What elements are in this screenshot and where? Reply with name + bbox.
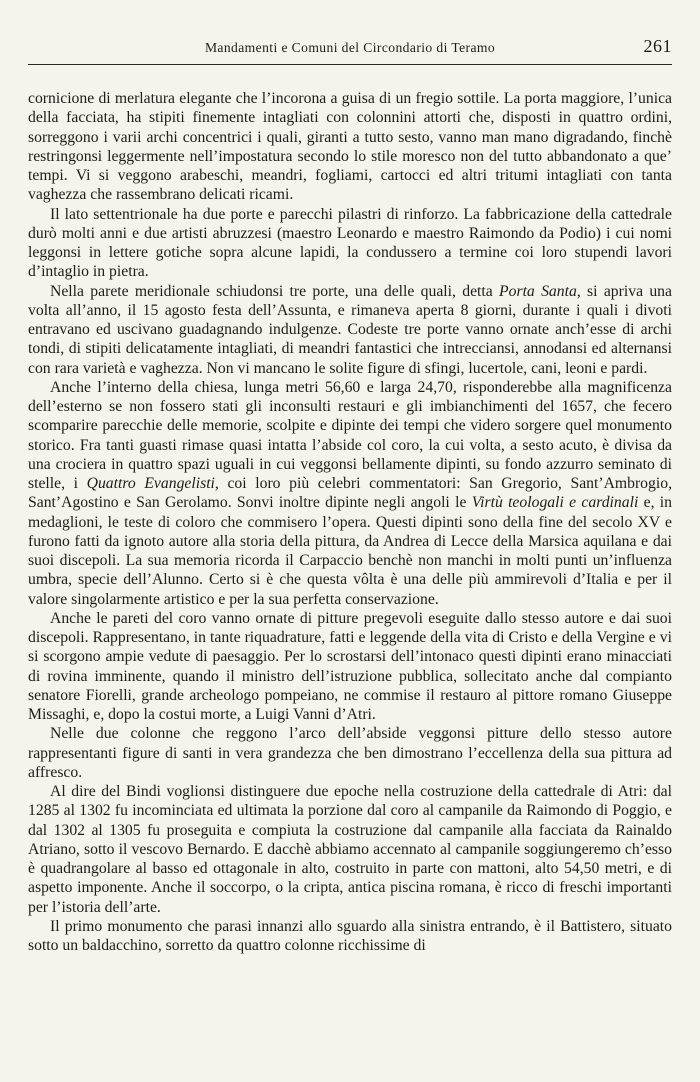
page-number: 261 — [643, 36, 672, 56]
page-header — [28, 36, 672, 65]
paragraph-5: Anche le pareti del coro vanno ornate di pitture pregevoli eseguite dallo stesso autore e dai suoi discepoli. Rappresentano, in tante riquadrature, fatti e leggende della vita di Cristo e della Vergine e vi si scorgono ampie vedute di paesaggio. Per lo scrostarsi dell’intonaco questi dipinti erano minacciati di rovina imminente, quando il ministro dell’istruzione pubblica, sollecitato anche dal compianto senatore Fiorelli, grande archeologo pompeiano, ne commise il restauro al pittore romano Giuseppe Missaghi, e, dopo la costui morte, a Luigi Vanni d’Atri. — [28, 609, 672, 723]
body-text — [28, 89, 672, 955]
paragraph-3: Nella parete meridionale schiudonsi tre porte, una delle quali, detta Porta Santa, si apriva una volta all’anno, il 15 agosto festa dell’Assunta, e rimaneva aperta 8 giorni, durante i quali i divoti entravano ed uscivano guadagnando indulgenze. Codeste tre porte vanno ornate anch’esse di archi tondi, di stipiti delicatamente intagliati, di meandri fantastici che intrecciansi, annodansi ed alternansi con rara varietà e vaghezza. Non vi mancano le solite figure di sfingi, lucertole, cani, leoni e pardi. — [28, 282, 672, 377]
paragraph-4: Anche l’interno della chiesa, lunga metri 56,60 e larga 24,70, risponderebbe alla magnificenza dell’esterno se non fossero stati gli inconsulti restauri e gli imbianchimenti del 1657, che fecero scomparire parecchie delle memorie, scolpite e dipinte dei tempi che videro sorgere quel monumento storico. Fra tanti guasti rimase quasi intatta l’abside col coro, la cui volta, a sesto acuto, è divisa da una crociera in quattro spazi uguali in cui veggonsi bellamente dipinti, su fondo azzurro seminato di stelle, i Quattro Evangelisti, coi loro più celebri commentatori: San Gregorio, Sant’Ambrogio, Sant’Agostino e San Gerolamo. Sonvi inoltre dipinte negli angoli le Virtù teologali e cardinali e, in medaglioni, le teste di coloro che commisero l’opera. Questi dipinti sono della fine del secolo XV e furono fatti da ignoto autore alla storia della pittura, da Andrea di Lecce della Marsica aquilana e dai suoi discepoli. La sua memoria ricorda il Carpaccio benchè non manchi in molti punti un’influenza umbra, specie dell’Alunno. Certo si è che questa vôlta è una delle più ammirevoli d’Italia e per il valore singolarmente artistico e per la sua perfetta conservazione. — [28, 378, 672, 608]
paragraph-8: Il primo monumento che parasi innanzi allo sguardo alla sinistra entrando, è il Battistero, situato sotto un baldacchino, sorretto da quattro colonne ricchissime di — [28, 917, 672, 954]
paragraph-2: Il lato settentrionale ha due porte e parecchi pilastri di rinforzo. La fabbricazione della cattedrale durò molti anni e due artisti abruzzesi (maestro Leonardo e maestro Raimondo da Podio) i cui nomi leggonsi in lettere gotiche sopra alcune lapidi, la condussero a termine coi loro stupendi lavori d’intaglio in pietra. — [28, 205, 672, 281]
paragraph-6: Nelle due colonne che reggono l’arco dell’abside veggonsi pitture dello stesso autore rappresentanti figure di santi in vera grandezza che ben dimostrano l’eccellenza della sua pittura ad affresco. — [28, 725, 672, 781]
italic-porta-santa: Porta Santa — [499, 282, 577, 300]
italic-quattro-evangelisti: Quattro Evangelisti — [86, 475, 215, 492]
paragraph-7: Al dire del Bindi voglionsi distinguere due epoche nella costruzione della cattedrale di Atri: dal 1285 al 1302 fu incominciata ed ultimata la porzione dal coro al campanile da Raimondo di Poggio, e dal 1302 al 1305 fu proseguita e compiuta la costruzione dal campanile alla facciata da Rainaldo Atriano, sotto il vescovo Bernardo. E dacchè abbiamo accennato al campanile soggiungeremo ch’esso è quadrangolare al basso ed ottagonale in alto, costruito in parte con mattoni, alto 54,50 metri, e di aspetto imponente. Anche il soccorpo, o la cripta, antica piscina romana, è ricco di freschi importanti per l’istoria dell’arte. — [28, 783, 672, 916]
running-title: Mandamenti e Comuni del Circondario di Teramo — [204, 40, 496, 55]
paragraph-1: cornicione di merlatura elegante che l’incorona a guisa di un fregio sottile. La porta maggiore, l’unica della facciata, ha stipiti finemente intagliati con colonnini attorti che, disposti in quattro ordini, sorreggono i varii archi concentrici i quali, giranti a tutto sesto, vanno man mano digradando, finchè restringonsi leggermente nell’impostatura secondo lo stile moresco non del tutto abbandonato a que’ tempi. Vi si veggono arabeschi, meandri, fogliami, cartocci ed altri tritumi intagliati con tanta vaghezza che rassembrano delicati ricami. — [28, 90, 672, 204]
italic-virtu-teologali: Virtù teologali e cardinali — [471, 494, 639, 512]
